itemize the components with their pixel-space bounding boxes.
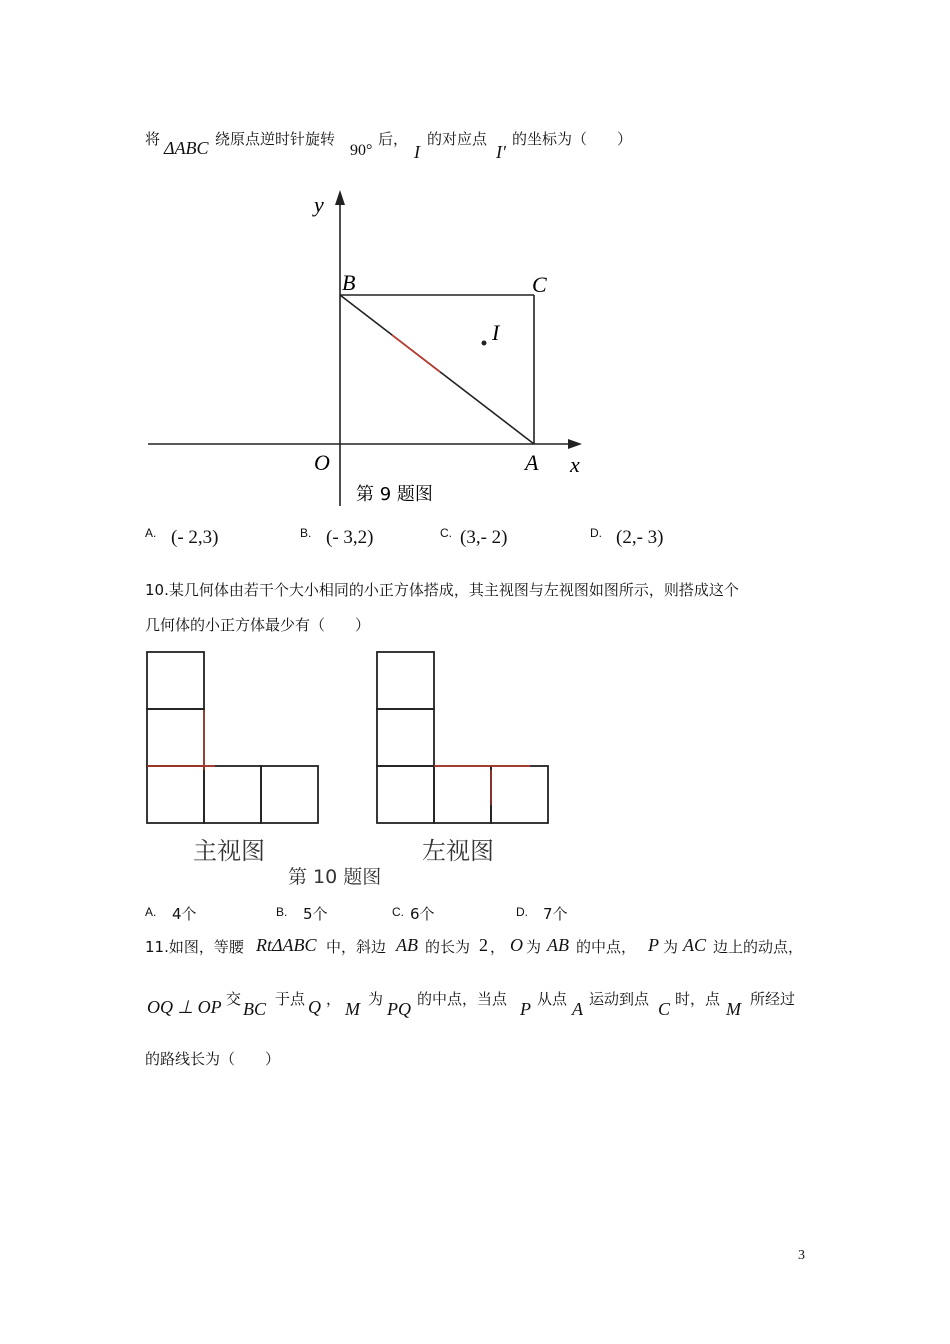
- q10-option-a-label: A.: [145, 905, 157, 919]
- q11-a: A: [572, 999, 583, 1019]
- q11-text-6: 的中点，: [576, 938, 637, 956]
- q11-p-2: P: [520, 999, 531, 1019]
- q11-text-b3: ，: [326, 990, 342, 1008]
- q10-option-d-value: 7个: [543, 905, 568, 923]
- q10-option-b-label: B.: [276, 905, 288, 919]
- q9-figure: [0, 0, 950, 520]
- q11-pq: PQ: [387, 999, 411, 1019]
- point-c-label: C: [532, 272, 547, 297]
- y-axis-arrow-icon: [335, 190, 345, 205]
- q11-q: Q: [308, 997, 321, 1017]
- x-axis-arrow-icon: [568, 439, 582, 449]
- q11-text-b8: 时，点: [675, 990, 721, 1008]
- front-view-cube: [147, 652, 204, 709]
- y-axis-label: y: [314, 192, 324, 217]
- front-view-cube: [147, 766, 204, 823]
- point-b-label: B: [342, 270, 356, 295]
- q10-option-c-value: 6个: [410, 905, 435, 923]
- q11-text-b6: 从点: [537, 990, 568, 1008]
- segment-ba-highlight: [392, 335, 440, 372]
- left-view-cube: [491, 766, 548, 823]
- q11-length: 2: [479, 935, 488, 955]
- q11-text-b7: 运动到点: [589, 990, 650, 1008]
- q11-c: C: [658, 999, 671, 1019]
- q11-text-b9: 所经过: [750, 990, 796, 1008]
- page-number: 3: [798, 1248, 805, 1263]
- q10-stem-line1: 10.某几何体由若干个大小相同的小正方体搭成，其主视图与左视图如图所示，则搭成这个: [145, 581, 739, 599]
- point-i-label: I: [492, 320, 500, 345]
- point-i-dot: [482, 341, 487, 346]
- q9-triangle: ΔABC: [164, 138, 209, 158]
- q10-figure-caption: 第 10 题图: [288, 866, 382, 888]
- q11-comma: ，: [490, 938, 506, 956]
- q11-text-b5: 的中点，当点: [417, 990, 508, 1008]
- q11-ab: AB: [396, 935, 418, 955]
- q11-rt-triangle: RtΔABC: [256, 935, 317, 955]
- q11-ac: AC: [683, 935, 707, 955]
- q9-option-a-label: A.: [145, 526, 157, 540]
- left-view-cube: [377, 766, 434, 823]
- q11-stem-line3: 的路线长为（ ）: [145, 1050, 281, 1068]
- x-axis-label: x: [570, 452, 580, 477]
- q11-text-2: 中，斜边: [326, 938, 387, 956]
- q11-m-2: M: [726, 999, 741, 1019]
- q9-option-d-value: (2,- 3): [616, 527, 664, 548]
- q11-p: P: [648, 935, 659, 955]
- q9-option-b-value: (- 3,2): [326, 527, 374, 548]
- q9-point-i-prime: I′: [496, 142, 506, 162]
- q9-text-1: 绕原点逆时针旋转: [215, 130, 336, 148]
- q9-text-3: 的对应点: [427, 130, 488, 148]
- q11-oq-perp-op: OQ ⊥ OP: [147, 997, 222, 1017]
- left-view-cube: [434, 766, 491, 823]
- q10-option-a-value: 4个: [172, 905, 197, 923]
- q9-point-i: I: [414, 142, 420, 162]
- q11-text-8: 边上的动点，: [713, 938, 804, 956]
- q9-angle: 90°: [350, 142, 373, 159]
- left-view-caption: 左视图: [422, 837, 494, 865]
- front-view-cube: [261, 766, 318, 823]
- q9-option-c-label: C.: [440, 526, 452, 540]
- front-view: [147, 652, 318, 823]
- front-view-cube: [204, 766, 261, 823]
- origin-label: O: [314, 450, 330, 475]
- q9-option-b-label: B.: [300, 526, 312, 540]
- q11-text-1: 11.如图，等腰: [145, 938, 244, 956]
- q11-text-b4: 为: [368, 990, 384, 1008]
- q9-option-a-value: (- 2,3): [171, 527, 219, 548]
- left-view-cube: [377, 652, 434, 709]
- front-view-cube: [147, 709, 204, 766]
- q10-stem-line2: 几何体的小正方体最少有（ ）: [145, 616, 371, 634]
- q9-figure-caption: 第 9 题图: [356, 484, 433, 505]
- q11-text-7: 为: [663, 938, 679, 956]
- q11-text-b1: 交: [226, 990, 242, 1008]
- q9-text-2: 后，: [378, 130, 409, 148]
- q10-option-c-label: C.: [392, 905, 404, 919]
- q9-option-c-value: (3,- 2): [460, 527, 508, 548]
- q11-text-b2: 于点: [275, 990, 306, 1008]
- left-view-cube: [377, 709, 434, 766]
- q10-option-b-value: 5个: [303, 905, 328, 923]
- q10-option-d-label: D.: [516, 905, 528, 919]
- point-a-label: A: [525, 450, 539, 475]
- q11-o: O: [510, 935, 523, 955]
- q10-figure: [0, 640, 950, 900]
- q11-text-5: 为: [526, 938, 542, 956]
- q9-text-4: 的坐标为（ ）: [512, 130, 633, 148]
- q11-m: M: [345, 999, 360, 1019]
- q9-prefix: 将: [145, 130, 161, 148]
- q9-option-d-label: D.: [590, 526, 602, 540]
- q11-text-3: 的长为: [425, 938, 471, 956]
- q11-bc: BC: [243, 999, 267, 1019]
- front-view-caption: 主视图: [193, 837, 265, 865]
- q11-ab-2: AB: [547, 935, 569, 955]
- left-view: [377, 652, 548, 823]
